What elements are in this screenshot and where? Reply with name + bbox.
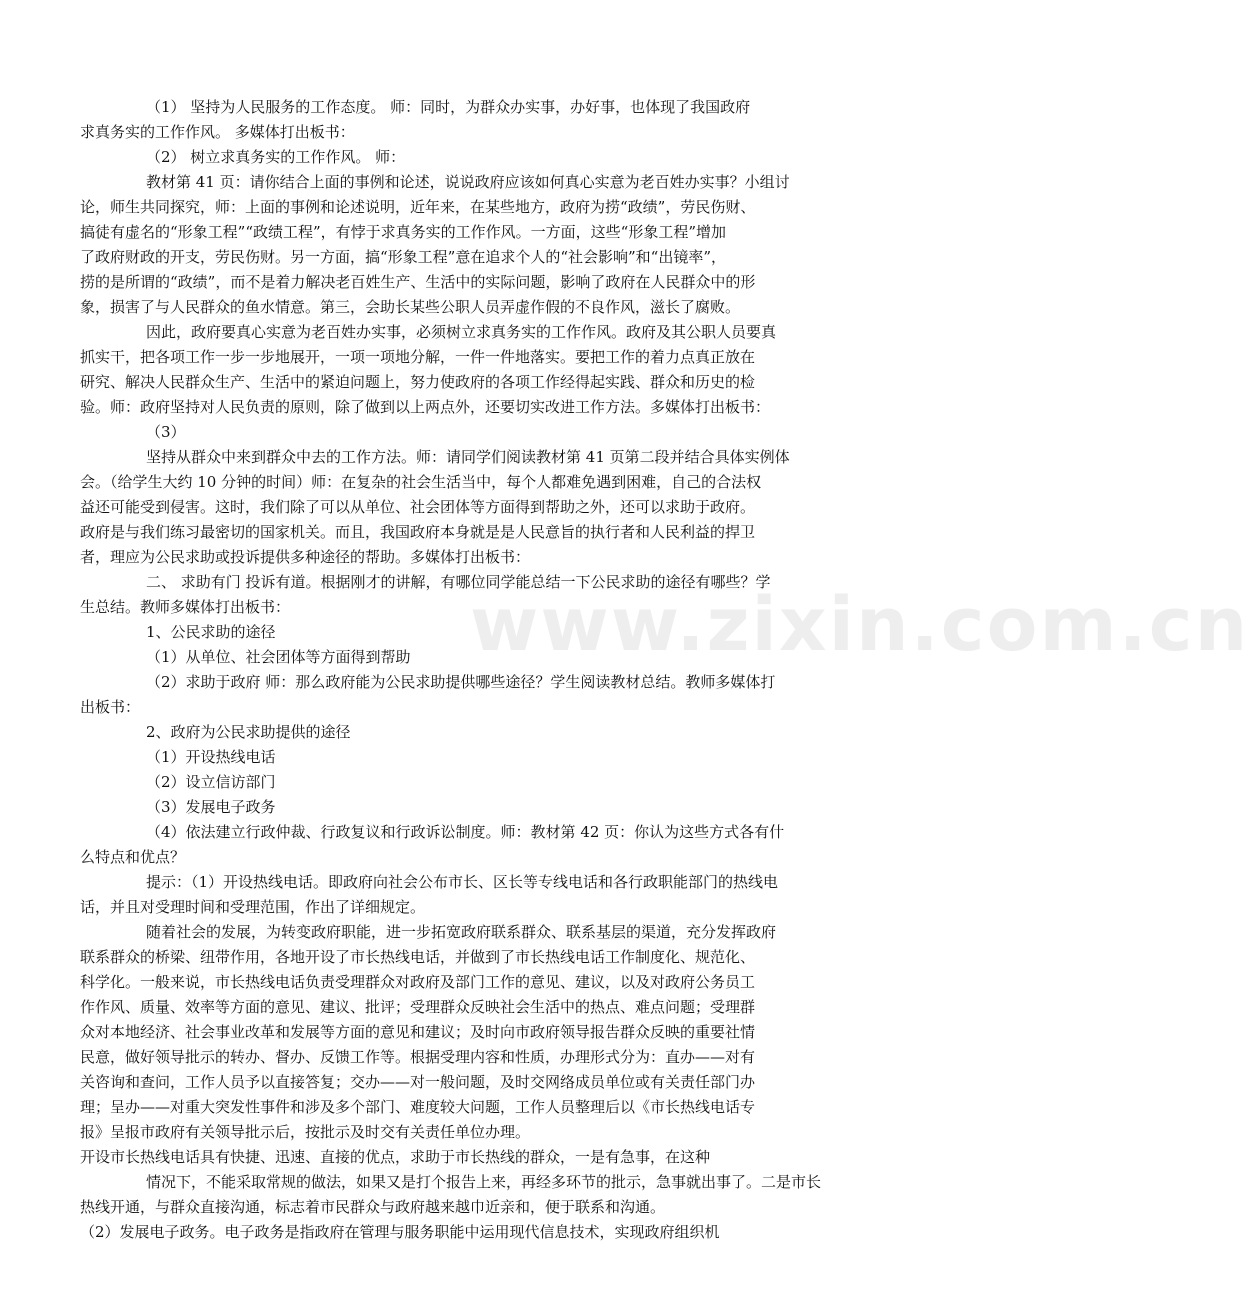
watermark: www.zixin.com.cn [470, 582, 1249, 668]
text-line: 论，师生共同探究，师：上面的事例和论述说明，近年来，在某些地方，政府为捞“政绩”，劳民伤财、 [80, 198, 756, 216]
text-line: （4）依法建立行政仲裁、行政复议和行政诉讼制度。师：教材第 42 页：你认为这些方式各有什 [146, 823, 785, 841]
text-line: （1）开设热线电话 [146, 748, 276, 766]
text-line: 提示：（1）开设热线电话。即政府向社会公布市长、区长等专线电话和各行政职能部门的热线电 [146, 873, 779, 891]
text-line: 报》呈报市政府有关领导批示后，按批示及时交有关责任单位办理。 [80, 1123, 531, 1141]
text-line: 出板书： [80, 698, 141, 716]
text-line: 抓实干，把各项工作一步一步地展开，一项一项地分解，一件一件地落实。要把工作的着力点真正放在 [80, 348, 756, 366]
text-line: （1） 坚持为人民服务的工作态度。 师：同时，为群众办实事，办好事，也体现了我国政府 [146, 98, 751, 116]
text-line: 研究、解决人民群众生产、生活中的紧迫问题上，努力使政府的各项工作经得起实践、群众和历史的检 [80, 373, 756, 391]
text-line: 坚持从群众中来到群众中去的工作方法。师：请同学们阅读教材第 41 页第二段并结合具体实例体 [146, 448, 790, 466]
text-line: 验。师：政府坚持对人民负责的原则，除了做到以上两点外，还要切实改进工作方法。多媒体打出板书： [80, 398, 771, 416]
text-line: （2） 树立求真务实的工作作风。 师： [146, 148, 406, 166]
text-line: （2）发展电子政务。电子政务是指政府在管理与服务职能中运用现代信息技术，实现政府组织机 [80, 1223, 720, 1241]
text-line: 教材第 41 页：请你结合上面的事例和论述，说说政府应该如何真心实意为老百姓办实事？小组讨 [146, 173, 790, 191]
text-line: （2）求助于政府 师：那么政府能为公民求助提供哪些途径？学生阅读教材总结。教师多媒体打 [146, 673, 776, 691]
text-line: 科学化。一般来说，市长热线电话负责受理群众对政府及部门工作的意见、建议，以及对政府公务员工 [80, 973, 756, 991]
text-line: 众对本地经济、社会事业改革和发展等方面的意见和建议；及时向市政府领导报告群众反映的重要社情 [80, 1023, 756, 1041]
text-line: 政府是与我们练习最密切的国家机关。而且，我国政府本身就是是人民意旨的执行者和人民利益的捍卫 [80, 523, 756, 541]
text-line: 了政府财政的开支，劳民伤财。另一方面，搞“形象工程”意在追求个人的“社会影响”和“出镜率”， [80, 248, 727, 266]
text-line: （3） [146, 423, 186, 441]
text-line: 象，损害了与人民群众的鱼水情意。第三，会助长某些公职人员弄虚作假的不良作风，滋长了腐败。 [80, 298, 741, 316]
text-line: 开设市长热线电话具有快捷、迅速、直接的优点，求助于市长热线的群众，一是有急事，在这种 [80, 1148, 711, 1166]
text-line: 捞的是所谓的“政绩”，而不是着力解决老百姓生产、生活中的实际问题，影响了政府在人民群众中的形 [80, 273, 756, 291]
text-line: 2、政府为公民求助提供的途径 [146, 723, 351, 741]
text-line: 求真务实的工作作风。 多媒体打出板书： [80, 123, 355, 141]
text-line: 会。（给学生大约 10 分钟的时间）师：在复杂的社会生活当中，每个人都难免遇到困难，自己的合法权 [80, 473, 762, 491]
text-line: 生总结。教师多媒体打出板书： [80, 598, 291, 616]
text-line: 者，理应为公民求助或投诉提供多种途径的帮助。多媒体打出板书： [80, 548, 531, 566]
text-line: 益还可能受到侵害。这时，我们除了可以从单位、社会团体等方面得到帮助之外，还可以求助于政府。 [80, 498, 756, 516]
text-line: （1）从单位、社会团体等方面得到帮助 [146, 648, 411, 666]
text-line: 随着社会的发展，为转变政府职能，进一步拓宽政府联系群众、联系基层的渠道，充分发挥政府 [146, 923, 777, 941]
text-line: 么特点和优点？ [80, 848, 186, 866]
text-line: 理；呈办——对重大突发性事件和涉及多个部门、难度较大问题，工作人员整理后以《市长热线电话专 [80, 1098, 756, 1116]
text-line: 民意，做好领导批示的转办、督办、反馈工作等。根据受理内容和性质，办理形式分为：直办——对有 [80, 1048, 756, 1066]
text-line: 情况下，不能采取常规的做法，如果又是打个报告上来，再经多环节的批示，急事就出事了。二是市长 [146, 1173, 822, 1191]
text-line: 二、 求助有门 投诉有道。根据刚才的讲解，有哪位同学能总结一下公民求助的途径有哪些？学 [146, 573, 771, 591]
text-line: （3）发展电子政务 [146, 798, 276, 816]
text-line: 热线开通，与群众直接沟通，标志着市民群众与政府越来越巾近亲和，便于联系和沟通。 [80, 1198, 666, 1216]
text-line: 话，并且对受理时间和受理范围，作出了详细规定。 [80, 898, 426, 916]
text-line: 搞徒有虚名的“形象工程”“政绩工程”，有悖于求真务实的工作作风。一方面，这些“形象工程”增加 [80, 223, 727, 241]
text-line: 联系群众的桥梁、纽带作用，各地开设了市长热线电话，并做到了市长热线电话工作制度化、规范化、 [80, 948, 756, 966]
text-line: 关咨询和查问，工作人员予以直接答复；交办——对一般问题，及时交网络成员单位或有关责任部门办 [80, 1073, 756, 1091]
text-line: 因此，政府要真心实意为老百姓办实事，必须树立求真务实的工作作风。政府及其公职人员要真 [146, 323, 777, 341]
text-line: 1、公民求助的途径 [146, 623, 276, 641]
text-line: 作作风、质量、效率等方面的意见、建议、批评；受理群众反映社会生活中的热点、难点问题；受理群 [80, 998, 756, 1016]
text-line: （2）设立信访部门 [146, 773, 276, 791]
